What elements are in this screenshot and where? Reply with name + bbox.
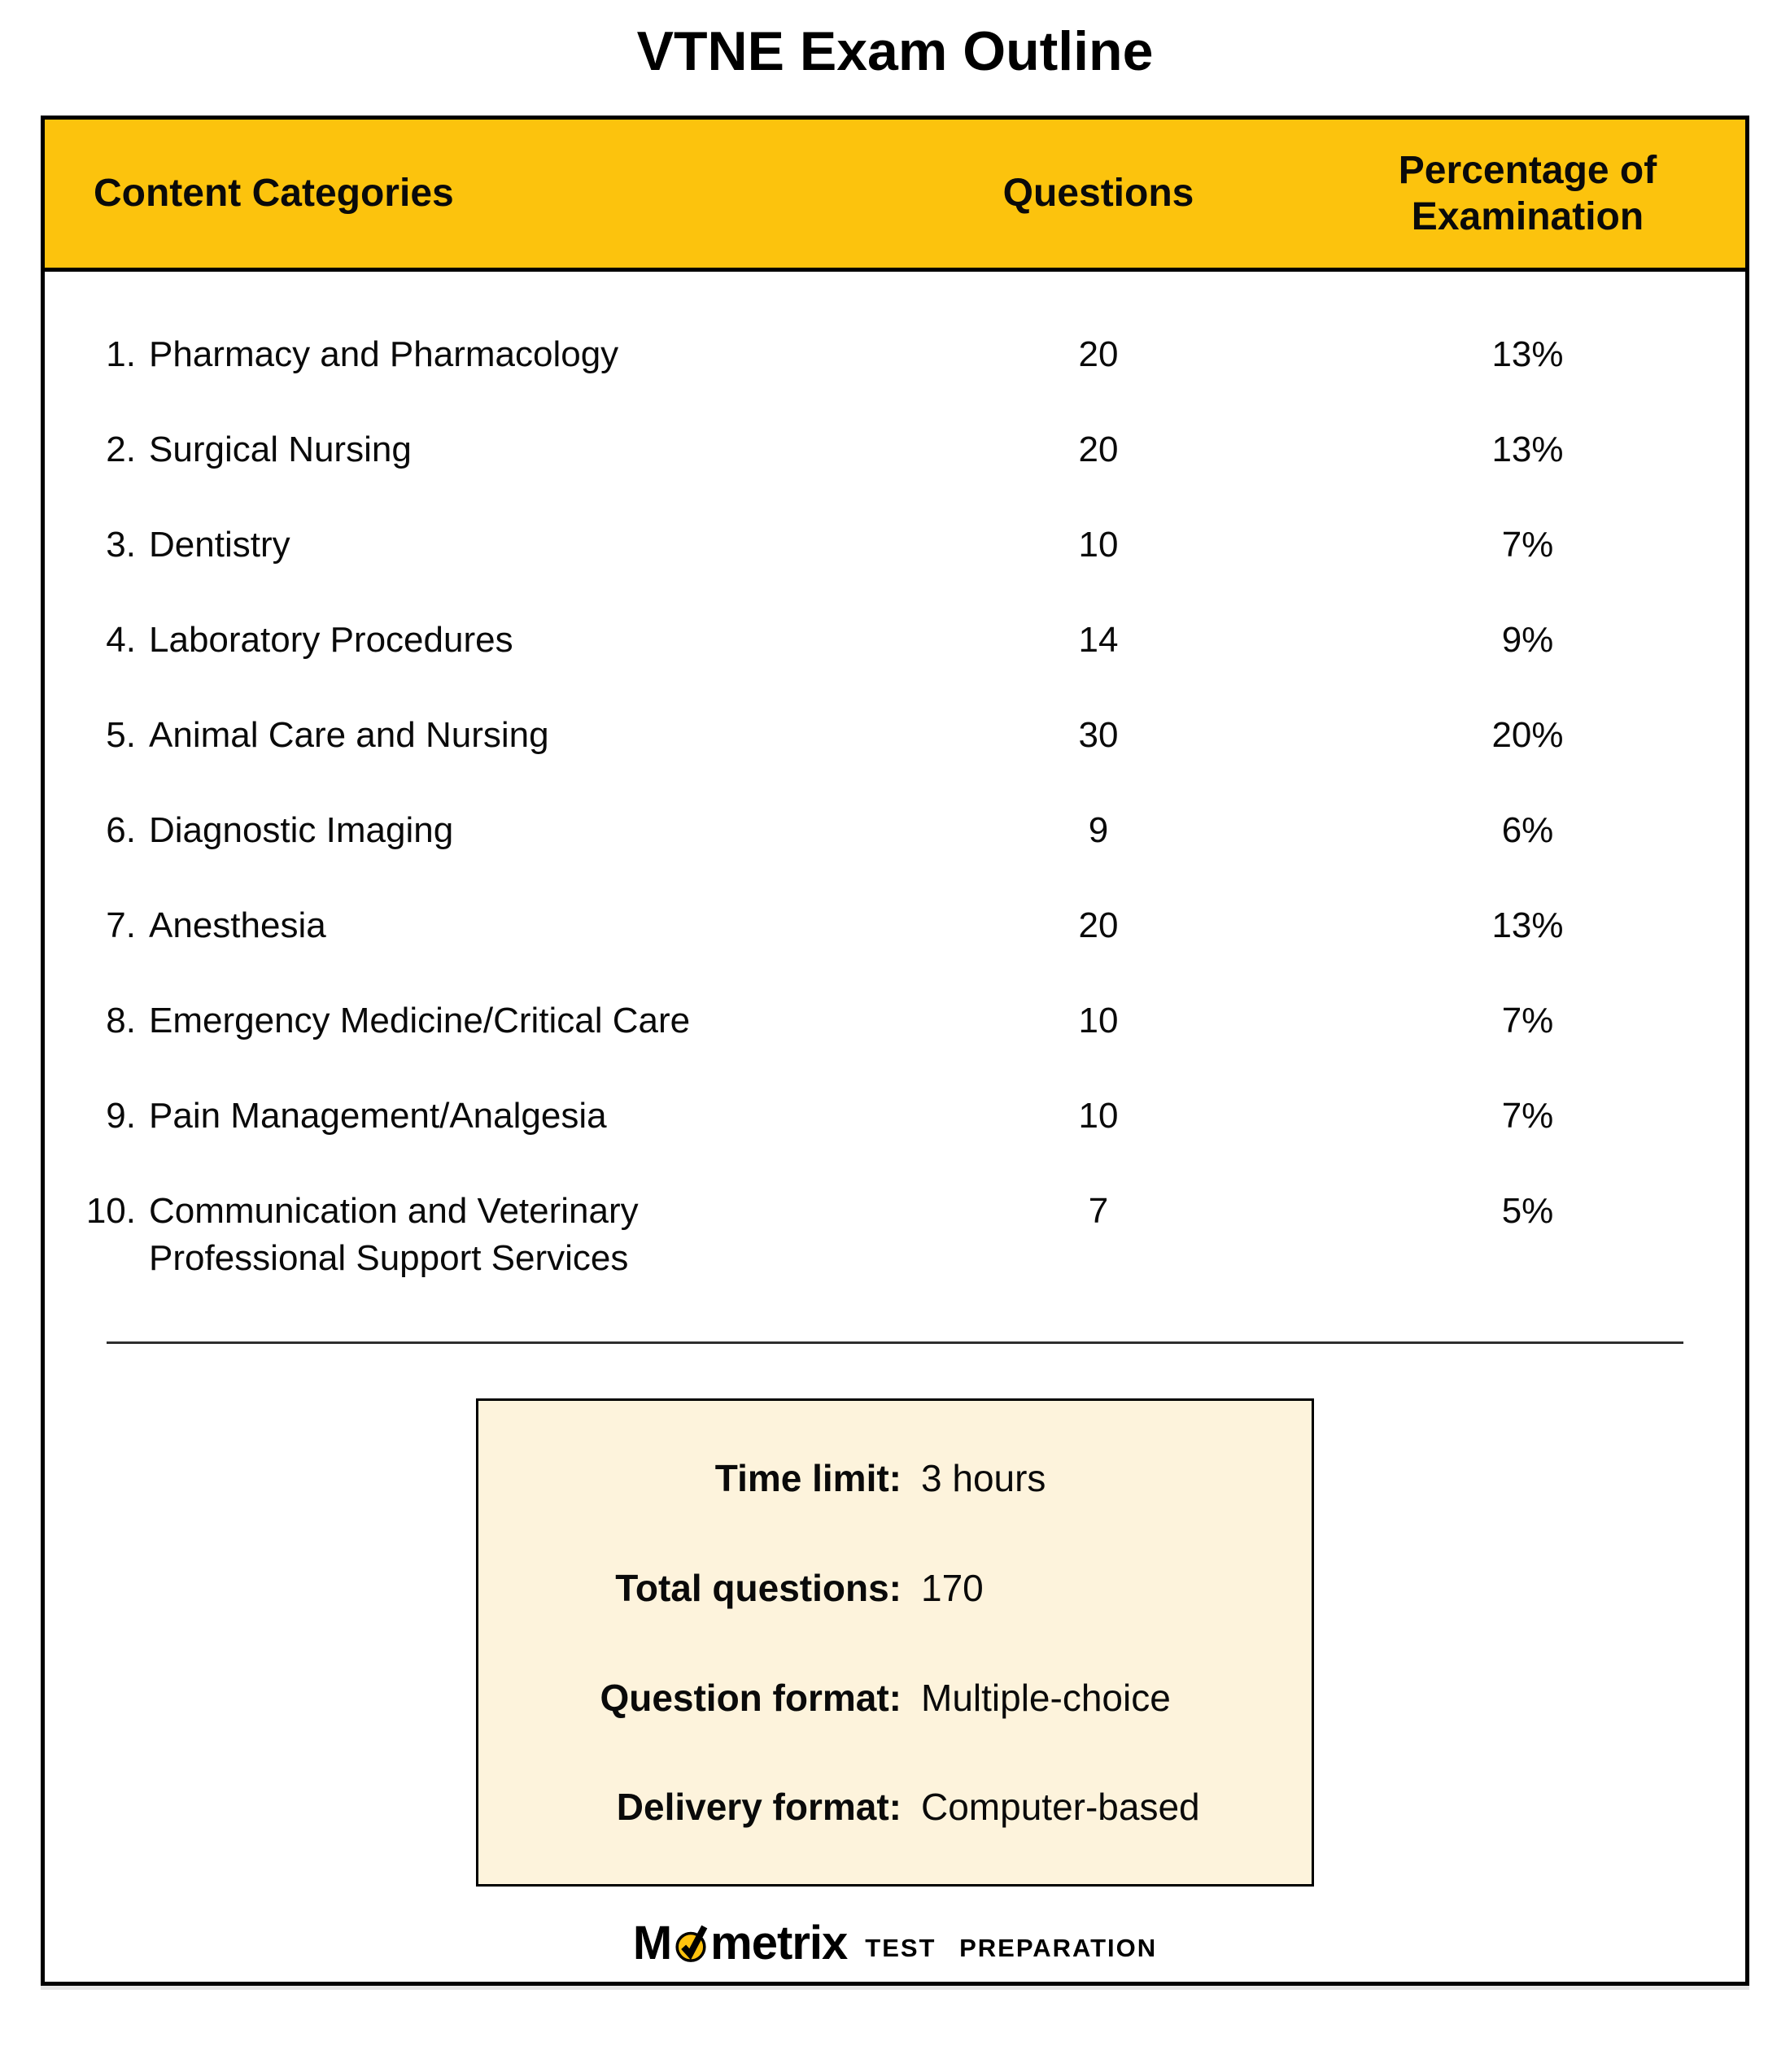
info-row bbox=[478, 1785, 1312, 1829]
table-row bbox=[45, 1069, 1745, 1164]
table-row bbox=[45, 783, 1745, 879]
brand-suffix: metrix bbox=[710, 1917, 848, 1970]
info-value: Multiple-choice bbox=[921, 1676, 1171, 1719]
table-row bbox=[45, 688, 1745, 783]
row-number: 10. bbox=[85, 1191, 136, 1232]
row-number: 7. bbox=[106, 905, 136, 946]
category-name: Diagnostic Imaging bbox=[149, 810, 454, 851]
category-cell bbox=[45, 902, 887, 949]
percentage-cell: 20% bbox=[1491, 715, 1564, 756]
category-cell bbox=[45, 331, 887, 378]
exam-facts-box bbox=[476, 1398, 1314, 1887]
category-cell bbox=[45, 617, 887, 664]
category-name: Pain Management/Analgesia bbox=[149, 1096, 607, 1136]
table-row bbox=[45, 403, 1745, 498]
page-title: VTNE Exam Outline bbox=[636, 20, 1154, 82]
category-name: Animal Care and Nursing bbox=[149, 715, 549, 756]
questions-cell: 9 bbox=[1088, 810, 1109, 851]
category-name: Pharmacy and Pharmacology bbox=[149, 334, 619, 375]
percentage-cell: 9% bbox=[1501, 620, 1554, 661]
category-name: Emergency Medicine/Critical Care bbox=[149, 1001, 691, 1041]
info-value: Computer-based bbox=[921, 1786, 1200, 1829]
category-name: Anesthesia bbox=[149, 905, 326, 946]
category-cell bbox=[45, 426, 887, 473]
section-divider bbox=[107, 1341, 1683, 1344]
info-label: Time limit: bbox=[714, 1457, 902, 1500]
row-number: 1. bbox=[106, 334, 136, 375]
row-number: 9. bbox=[106, 1096, 136, 1136]
mometrix-wordmark bbox=[633, 1917, 847, 1969]
row-number: 3. bbox=[106, 525, 136, 565]
category-cell bbox=[45, 1188, 887, 1282]
table-header-row bbox=[45, 120, 1745, 272]
logo-tagline: TEST PREPARATION bbox=[865, 1933, 1158, 1962]
table-row bbox=[45, 879, 1745, 974]
questions-cell: 10 bbox=[1078, 1001, 1119, 1041]
questions-cell: 20 bbox=[1078, 430, 1119, 470]
category-name: Surgical Nursing bbox=[149, 430, 412, 470]
table-row bbox=[45, 498, 1745, 593]
mometrix-logo bbox=[45, 1917, 1745, 1969]
table-body bbox=[45, 272, 1745, 1282]
header-percentage-of-examination: Percentage of Examination bbox=[1398, 148, 1657, 239]
category-name: Communication and Veterinary Professional Support Services bbox=[149, 1191, 639, 1279]
percentage-cell: 7% bbox=[1501, 1001, 1554, 1041]
category-cell bbox=[45, 521, 887, 569]
questions-cell: 20 bbox=[1078, 334, 1119, 375]
category-name: Dentistry bbox=[149, 525, 290, 565]
info-value: 3 hours bbox=[921, 1457, 1046, 1500]
brand-prefix: M bbox=[632, 1917, 672, 1970]
percentage-cell: 13% bbox=[1491, 334, 1564, 375]
row-number: 2. bbox=[106, 430, 136, 470]
info-label: Delivery format: bbox=[616, 1786, 902, 1829]
table-row bbox=[45, 974, 1745, 1069]
questions-cell: 14 bbox=[1078, 620, 1119, 661]
row-number: 8. bbox=[106, 1001, 136, 1041]
header-content-categories: Content Categories bbox=[94, 172, 454, 216]
questions-cell: 10 bbox=[1078, 525, 1119, 565]
category-cell bbox=[45, 807, 887, 854]
info-row bbox=[478, 1456, 1312, 1500]
info-label: Total questions: bbox=[615, 1566, 902, 1609]
questions-cell: 20 bbox=[1078, 905, 1119, 946]
questions-cell: 7 bbox=[1088, 1191, 1109, 1232]
table-row bbox=[45, 1164, 1745, 1282]
percentage-cell: 6% bbox=[1501, 810, 1554, 851]
percentage-cell: 7% bbox=[1501, 1096, 1554, 1136]
category-cell bbox=[45, 997, 887, 1045]
header-questions: Questions bbox=[1002, 172, 1194, 216]
questions-cell: 10 bbox=[1078, 1096, 1119, 1136]
questions-cell: 30 bbox=[1078, 715, 1119, 756]
percentage-cell: 13% bbox=[1491, 905, 1564, 946]
check-circle-icon bbox=[672, 1921, 709, 1973]
category-name: Laboratory Procedures bbox=[149, 620, 513, 661]
percentage-cell: 13% bbox=[1491, 430, 1564, 470]
table-row bbox=[45, 308, 1745, 403]
percentage-cell: 7% bbox=[1501, 525, 1554, 565]
row-number: 5. bbox=[106, 715, 136, 756]
info-row bbox=[478, 1566, 1312, 1610]
category-cell bbox=[45, 1093, 887, 1140]
row-number: 6. bbox=[106, 810, 136, 851]
exam-outline-table bbox=[41, 116, 1749, 1986]
info-label: Question format: bbox=[600, 1676, 902, 1719]
percentage-cell: 5% bbox=[1501, 1191, 1554, 1232]
row-number: 4. bbox=[106, 620, 136, 661]
table-row bbox=[45, 593, 1745, 688]
category-cell bbox=[45, 712, 887, 759]
info-value: 170 bbox=[921, 1566, 984, 1609]
info-row bbox=[478, 1676, 1312, 1720]
